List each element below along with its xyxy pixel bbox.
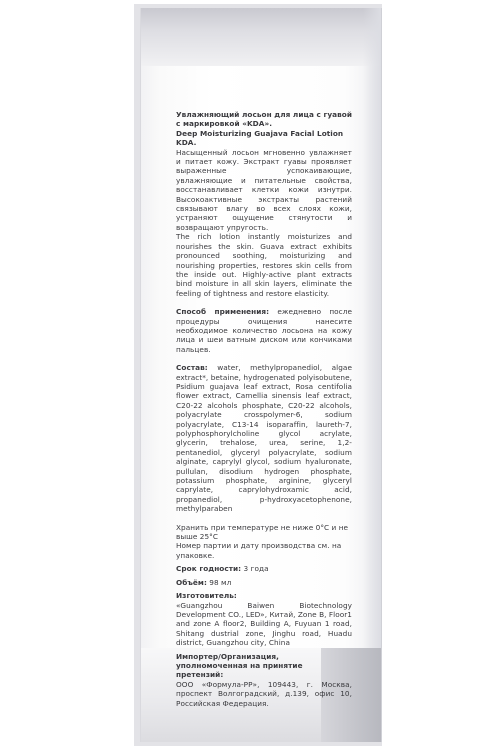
usage-section <box>176 307 352 354</box>
batch-text: Номер партии и дату производства см. на упаковке. <box>176 541 342 560</box>
title-en: Deep Moisturizing Guajava Facial Lotion KDA. <box>176 128 344 148</box>
importer-text: ООО «Формула-РР», 109443, г. Москва, проспект Волгоградский, д.139, офис 10, Российская Федерация. <box>176 679 352 708</box>
shelf-life <box>176 564 352 573</box>
importer-label: Импортер/Организация, уполномоченная на принятие претензий: <box>176 651 303 680</box>
product-label-text <box>176 110 352 708</box>
composition-label: Состав: <box>176 363 208 373</box>
manufacturer-text: «Guangzhou Baiwen Biotechnology Development CO., LED», Китай, Zone B, Floor1 and zone A floor2, Building A, Fuyuan 1 road, Shitang dustrial zone, Jinghu road, Huadu district, Guangzhou city, China <box>176 600 352 648</box>
composition-section <box>176 363 352 514</box>
volume <box>176 578 352 587</box>
box-right-edge <box>363 8 381 742</box>
box-top-shade <box>141 8 381 66</box>
volume-value: 98 мл <box>209 577 232 587</box>
composition-text: water, methylpropanediol, algae extract*, betaine, hydrogenated polyisobutene, Psidium guajava leaf extract, Rosa centifolia flower extract, Camellia sinensis leaf extract, C20-22 alcohols phosphate, C20-22 alcohols, polyacrylate crosspolymer-6, sodium polyacrylate, C13-14 isoparaffin, laureth-7, polyphosphorylcholine glycol acrylate, glycerin, trehalose, urea, serine, 1,2-pentanediol, glyceryl polyacrylate, sodium alginate, caprylyl glycol, sodium hyaluronate, pullulan, disodium hydrogen phosphate, potassium phosphate, arginine, glyceryl caprylate, caprylohydroxamic acid, propanediol, p-hydroxyacetophenone, methylparaben <box>176 363 352 514</box>
usage-label: Способ применения: <box>176 307 270 317</box>
description-en: The rich lotion instantly moisturizes and nourishes the skin. Guava extract exhibits pronounced soothing, moisturizing and nourishing properties, restores skin cells from the inside out. Highly-active plant extracts bind moisture in all skin layers, eliminate the feeling of tightness and restore elasticity. <box>176 232 352 298</box>
description-ru: Насыщенный лосьон мгновенно увлажняет и питает кожу. Экстракт гуавы проявляет выраженные успокаивающие, увлажняющие и питательные свойства, восстанавливает клетки кожи изнутри. Высокоактивные экстракты растений связывают влагу во всех слоях кожи, устраняют ощущение стянутости и возвращают упругость. <box>176 147 352 232</box>
shelf-value: 3 года <box>243 564 269 574</box>
title-ru: Увлажняющий лосьон для лица с гуавой с маркировкой «KDA». <box>176 110 353 129</box>
usage-text: ежедневно после процедуры очищения нанесите необходимое количество лосьона на кожу лица и шеи ватным диском или кончиками пальцев. <box>176 307 352 354</box>
storage-text: Хранить при температуре не ниже 0°С и не выше 25°С <box>176 522 349 542</box>
shelf-label: Срок годности: <box>176 564 242 574</box>
manufacturer-label: Изготовитель: <box>176 591 237 601</box>
volume-label: Объём: <box>176 577 207 587</box>
